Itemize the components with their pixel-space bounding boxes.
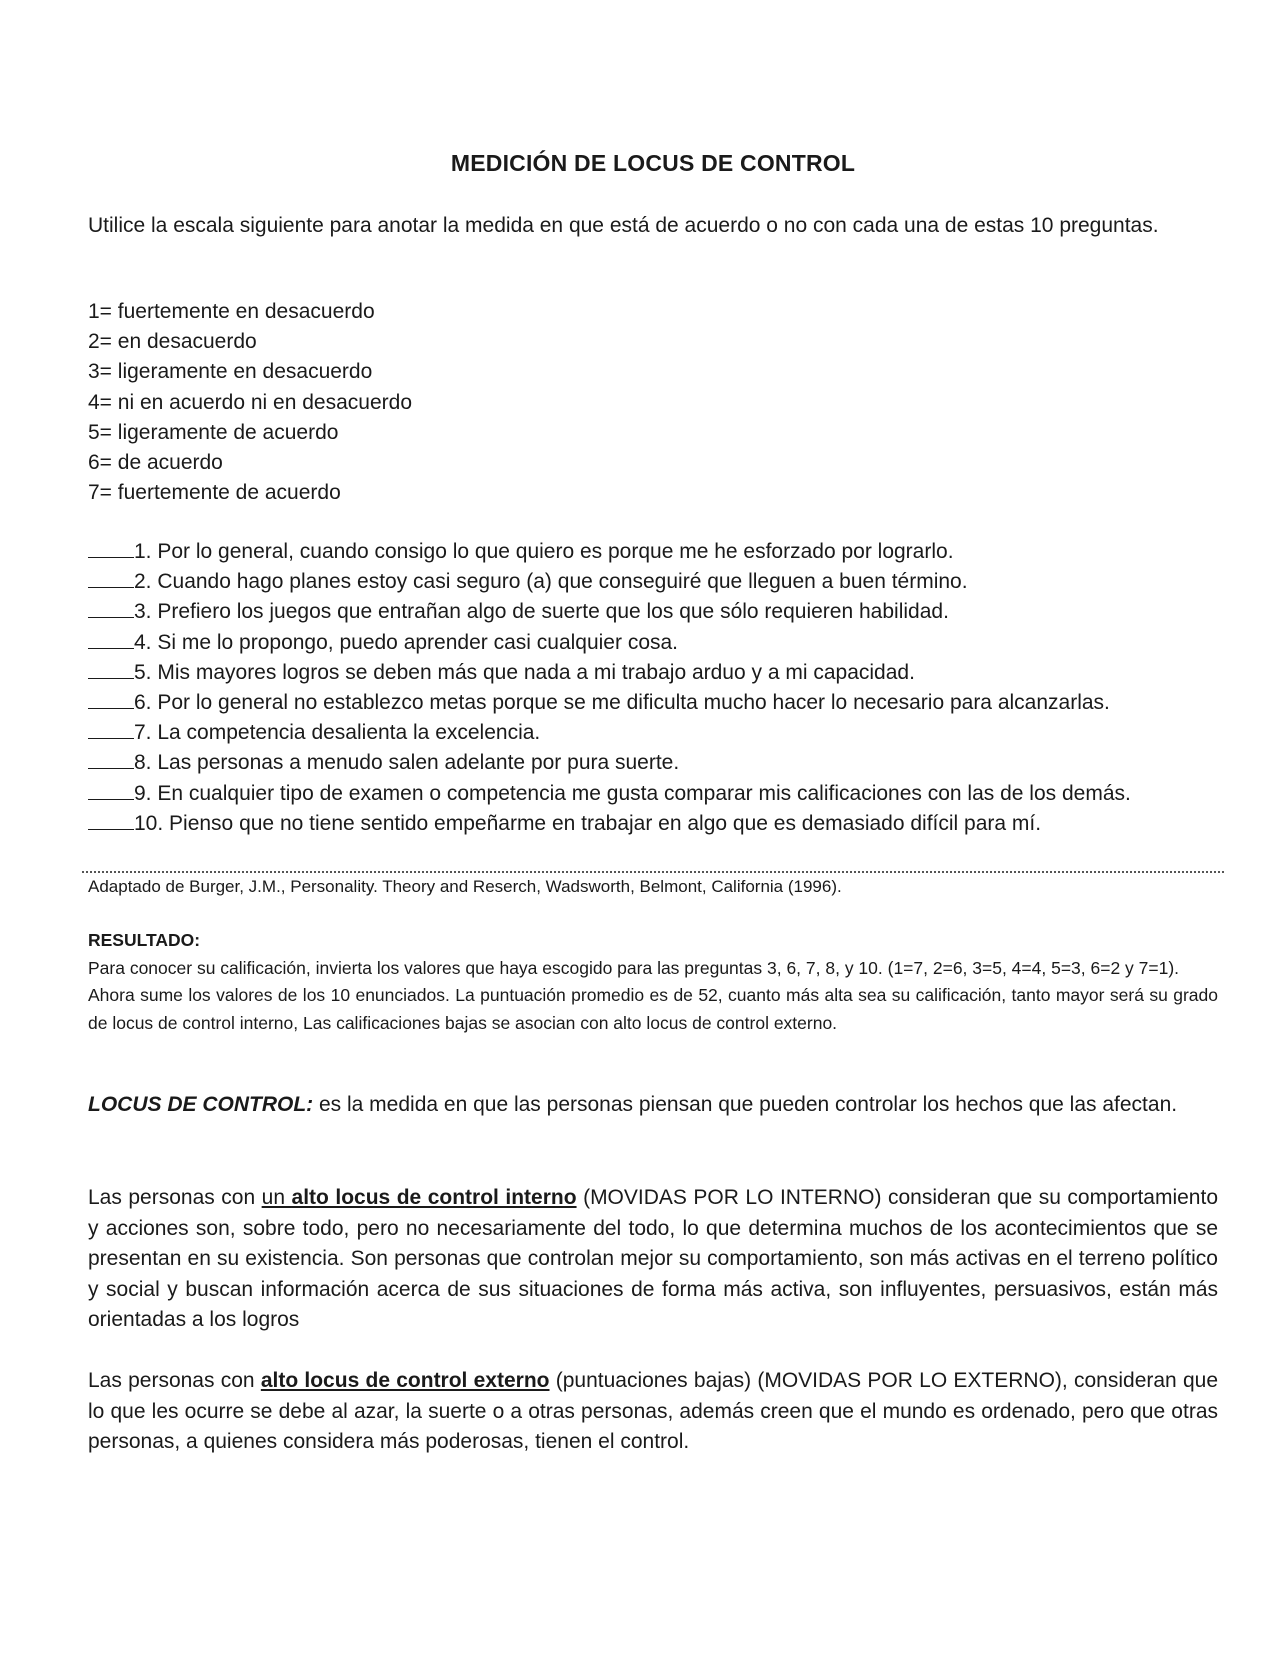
answer-blank[interactable] xyxy=(88,780,134,800)
answer-blank[interactable] xyxy=(88,568,134,588)
external-term: alto locus de control externo xyxy=(260,1369,550,1392)
result-interpretation: Ahora sume los valores de los 10 enunciados. La puntuación promedio es de 52, cuanto más alta sea su calificación, tanto mayor será su grado de locus de control interno, Las calificaciones bajas se asocian con alto locus de control externo. xyxy=(88,985,1218,1033)
question-item xyxy=(88,809,1131,839)
external-locus-paragraph xyxy=(88,1366,1218,1458)
question-item xyxy=(88,658,1131,688)
internal-text: (MOVIDAS POR LO INTERNO) consideran que su comportamiento y acciones son, sobre todo, pero no necesariamente del todo, lo que determina muchos de los acontecimientos que se presentan en su existencia. Son personas que controlan mejor su comportamiento, son más activas en el terreno político y social y buscan información acerca de sus situaciones de forma más activa, son influyentes, persuasivos, están más orientadas a los logros xyxy=(88,1186,1218,1331)
external-text: (puntuaciones bajas) (MOVIDAS POR LO EXTERNO), consideran que lo que les ocurre se debe al azar, la suerte o a otras personas, además creen que el mundo es ordenado, pero que otras personas, a quienes considera más poderosas, tienen el control. xyxy=(88,1369,1218,1453)
intro-text: Utilice la escala siguiente para anotar la medida en que está de acuerdo o no con cada una de estas 10 preguntas. xyxy=(88,214,1159,237)
definition-text: es la medida en que las personas piensan que pueden controlar los hechos que las afectan. xyxy=(313,1093,1178,1116)
question-text: 9. En cualquier tipo de examen o competencia me gusta comparar mis calificaciones con las de los demás. xyxy=(134,781,1131,805)
scale-item: 7= fuertemente de acuerdo xyxy=(88,481,341,505)
dotted-divider xyxy=(82,871,1224,873)
question-text: 5. Mis mayores logros se deben más que nada a mi trabajo arduo y a mi capacidad. xyxy=(134,660,915,684)
answer-blank[interactable] xyxy=(88,719,134,739)
question-item xyxy=(88,567,1131,597)
question-text: 3. Prefiero los juegos que entrañan algo de suerte que los que sólo requieren habilidad. xyxy=(134,600,949,624)
result-section xyxy=(88,927,1218,1037)
internal-un: un xyxy=(261,1186,285,1209)
scale-list xyxy=(88,297,412,508)
question-text: 4. Si me lo propongo, puedo aprender casi cualquier cosa. xyxy=(134,630,679,654)
question-text: 6. Por lo general no establezco metas porque se me dificulta mucho hacer lo necesario para alcanzarlas. xyxy=(134,691,1110,715)
answer-blank[interactable] xyxy=(88,629,134,649)
result-heading: RESULTADO: xyxy=(88,930,201,950)
external-lead: Las personas con xyxy=(88,1369,261,1392)
question-list xyxy=(88,537,1131,839)
question-item xyxy=(88,748,1131,778)
question-text: 2. Cuando hago planes estoy casi seguro (a) que conseguiré que lleguen a buen término. xyxy=(134,570,968,594)
question-item xyxy=(88,628,1131,658)
answer-blank[interactable] xyxy=(88,810,134,830)
answer-blank[interactable] xyxy=(88,598,134,618)
question-item xyxy=(88,688,1131,718)
page-title: MEDICIÓN DE LOCUS DE CONTROL xyxy=(450,150,856,176)
question-text: 7. La competencia desalienta la excelencia. xyxy=(134,721,541,745)
definition-paragraph xyxy=(88,1090,1218,1120)
scale-item: 4= ni en acuerdo ni en desacuerdo xyxy=(88,390,412,414)
internal-lead: Las personas con xyxy=(88,1186,262,1209)
source-citation: Adaptado de Burger, J.M., Personality. Theory and Reserch, Wadsworth, Belmont, California (1996). xyxy=(88,877,842,896)
scale-item: 5= ligeramente de acuerdo xyxy=(88,420,339,444)
question-item xyxy=(88,537,1131,567)
question-text: 1. Por lo general, cuando consigo lo que quiero es porque me he esforzado por lograrlo. xyxy=(134,540,954,563)
scale-item: 3= ligeramente en desacuerdo xyxy=(88,360,373,384)
answer-blank[interactable] xyxy=(88,749,134,769)
answer-blank[interactable] xyxy=(88,689,134,709)
result-instructions: Para conocer su calificación, invierta los valores que haya escogido para las preguntas 3, 6, 7, 8, y 10. (1=7, 2=6, 3=5, 4=4, 5=3, 6=2 y 7=1). xyxy=(88,957,1180,978)
question-item xyxy=(88,779,1131,809)
question-text: 10. Pienso que no tiene sentido empeñarme en trabajar en algo que es demasiado difícil para mí. xyxy=(134,811,1042,835)
scale-item: 2= en desacuerdo xyxy=(88,330,257,354)
scale-item: 6= de acuerdo xyxy=(88,451,223,475)
answer-blank[interactable] xyxy=(88,659,134,679)
question-text: 8. Las personas a menudo salen adelante por pura suerte. xyxy=(134,751,680,775)
question-item xyxy=(88,597,1131,627)
answer-blank[interactable] xyxy=(88,538,134,558)
question-item xyxy=(88,718,1131,748)
scale-item: 1= fuertemente en desacuerdo xyxy=(88,300,375,323)
internal-term: alto locus de control interno xyxy=(291,1186,577,1209)
internal-locus-paragraph xyxy=(88,1183,1218,1336)
definition-term: LOCUS DE CONTROL: xyxy=(88,1093,314,1116)
